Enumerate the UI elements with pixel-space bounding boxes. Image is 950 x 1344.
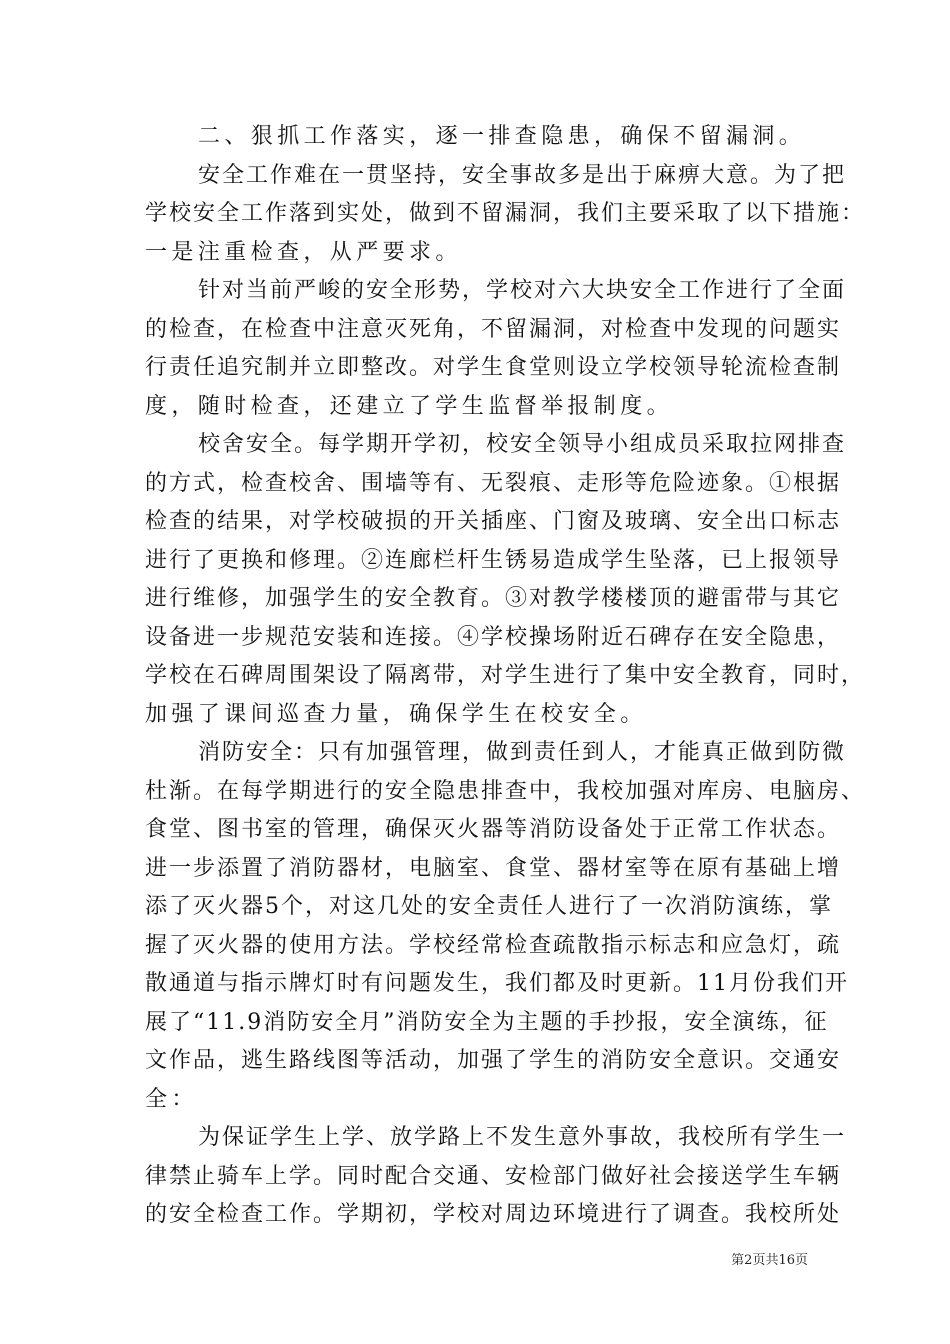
text-line: 针对当前严峻的安全形势，学校对六大块安全工作进行了全面 [198,278,847,303]
text-line: 为保证学生上学、放学路上不发生意外事故，我校所有学生一 [198,1125,847,1150]
paragraph [145,426,866,734]
text-line: 度，随时检查，还建立了学生监督举报制度。 [145,393,674,419]
text-line: 杜渐。在每学期进行的安全隐患排查中，我校加强对库房、电脑房、 [145,778,866,804]
paragraph [145,118,809,157]
text-line: 二、狠抓工作落实，逐一排查隐患，确保不留漏洞。 [198,124,806,149]
text-line: 安全工作难在一贯坚持，安全事故多是出于麻痹大意。为了把 [198,162,847,188]
document-body [145,118,866,1235]
text-line: 展了“11.9消防安全月”消防安全为主题的手抄报，安全演练，征 [145,1009,829,1035]
page-number: 第2页共16页 [731,1253,808,1268]
text-line: 消防安全：只有加强管理，做到责任到人，才能真正做到防微 [198,740,847,765]
text-line: 进行了更换和修理。②连廊栏杆生锈易造成学生坠落，已上报领导 [145,547,842,573]
text-line: 一是注重检查，从严要求。 [145,239,462,265]
text-line: 学校安全工作落到实处，做到不留漏洞，我们主要采取了以下措施： [145,201,866,226]
text-line: 校舍安全。每学期开学初，校安全领导小组成员采取拉网排查 [198,432,847,457]
text-line: 学校在石碑周围架设了隔离带，对学生进行了集中安全教育，同时， [145,663,866,688]
text-line: 的方式，检查校舍、围墙等有、无裂痕、走形等危险迹象。①根据 [145,470,842,496]
text-line: 文作品，逃生路线图等活动，加强了学生的消防安全意识。交通安 [145,1048,842,1073]
text-line: 握了灭火器的使用方法。学校经常检查疏散指示标志和应急灯，疏 [145,932,842,958]
text-line: 进一步添置了消防器材，电脑室、食堂、器材室等在原有基础上增 [145,855,842,881]
text-line: 行责任追究制并立即整改。对学生食堂则设立学校领导轮流检查制 [145,355,842,380]
text-line: 加强了课间巡查力量，确保学生在校安全。 [145,701,647,727]
text-line: 食堂、图书室的管理，确保灭火器等消防设备处于正常工作状态。 [145,817,842,842]
paragraph [145,734,866,1119]
text-line: 的安全检查工作。学期初，学校对周边环境进行了调查。我校所处 [145,1202,842,1227]
text-line: 检查的结果，对学校破损的开关插座、门窗及玻璃、安全出口标志 [145,509,842,534]
text-line: 添了灭火器5个，对这几处的安全责任人进行了一次消防演练，掌 [145,894,833,919]
text-line: 设备进一步规范安装和连接。④学校操场附近石碑存在安全隐患， [145,624,842,650]
text-line: 全： [145,1086,198,1112]
text-line: 散通道与指示牌灯时有问题发生，我们都及时更新。11月份我们开 [145,971,849,996]
paragraph [145,157,866,273]
text-line: 的检查，在检查中注意灭死角，不留漏洞，对检查中发现的问题实 [145,316,842,342]
paragraph [145,272,847,426]
text-line: 律禁止骑车上学。同时配合交通、安检部门做好社会接送学生车辆 [145,1163,842,1189]
paragraph [145,1119,847,1235]
text-line: 进行维修，加强学生的安全教育。③对教学楼楼顶的避雷带与其它 [145,586,842,611]
